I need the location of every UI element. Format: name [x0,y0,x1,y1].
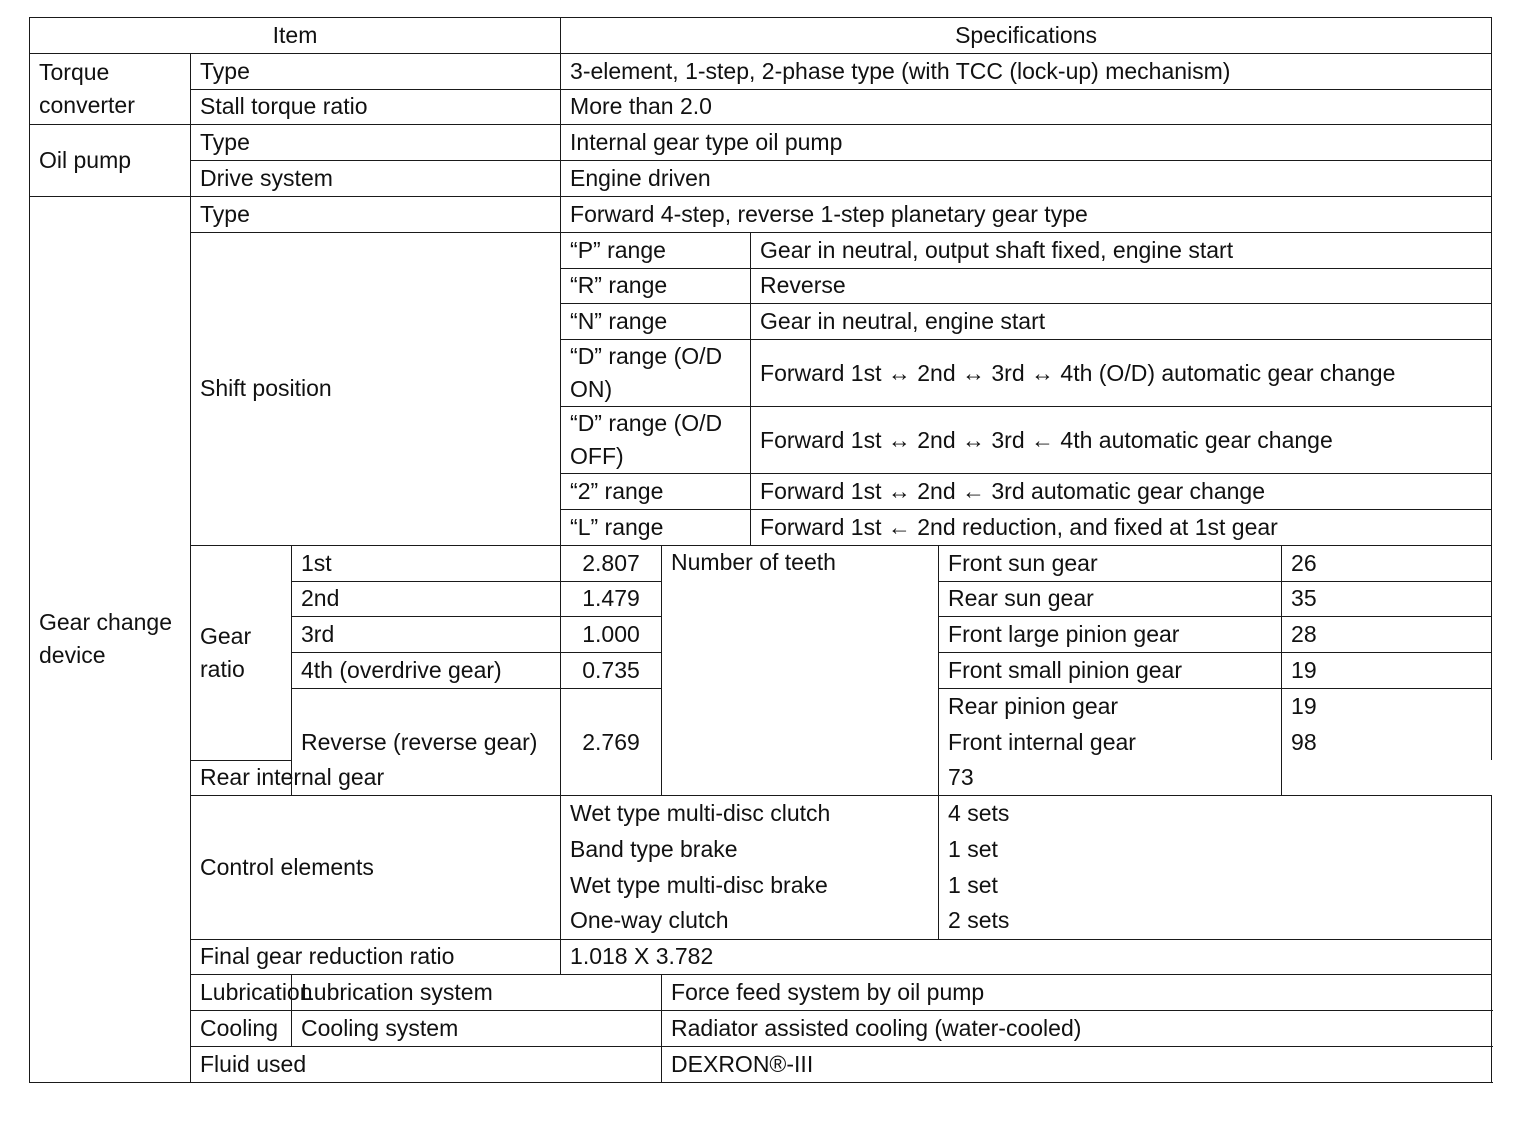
cooling-label: Cooling [191,1011,292,1047]
row-value: Forward 4-step, reverse 1-step planetary gear type [561,196,1492,232]
table-row [30,796,1492,832]
oil-pump-label: Oil pump [30,125,191,197]
shift-range: “L” range [561,509,751,545]
shift-description: Forward 1st ← 2nd reduction, and fixed at 1st gear [751,509,1492,545]
row-label: Final gear reduction ratio [191,939,561,975]
teeth-count: 98 [1282,724,1492,760]
teeth-count: 28 [1282,617,1492,653]
row-value: Force feed system by oil pump [662,975,1492,1011]
control-element-qty: 4 sets [939,796,1492,832]
gear-name: Reverse (reverse gear) [292,688,561,795]
gear-name: 1st [292,545,561,581]
row-label: Type [191,125,561,161]
teeth-count: 73 [939,760,1282,796]
specifications-header: Specifications [561,18,1492,54]
specifications-table [29,17,1492,1083]
table-row [30,939,1492,975]
control-elements-label: Control elements [191,796,561,939]
teeth-gear-name: Front sun gear [939,545,1282,581]
control-element-name: Wet type multi-disc clutch [561,796,939,832]
gear-name: 3rd [292,617,561,653]
row-label: Stall torque ratio [191,89,561,125]
gear-ratio-value: 1.000 [561,617,662,653]
teeth-gear-name: Front large pinion gear [939,617,1282,653]
teeth-gear-name: Rear pinion gear [939,688,1282,724]
torque-converter-label: Torque converter [30,53,191,125]
fluid-used-label: Fluid used [191,1046,662,1082]
gear-name: 4th (overdrive gear) [292,653,561,689]
row-value: Engine driven [561,161,1492,197]
lubrication-label: Lubrication [191,975,292,1011]
table-row [30,1011,1492,1047]
gear-ratio-value: 0.735 [561,653,662,689]
teeth-count: 19 [1282,688,1492,724]
table-row [30,975,1492,1011]
shift-range: “R” range [561,268,751,304]
control-element-name: Wet type multi-disc brake [561,867,939,903]
gear-ratio-label: Gear ratio [191,545,292,760]
number-of-teeth-label: Number of teeth [662,545,939,796]
gear-change-device-label: Gear change device [30,196,191,1082]
teeth-gear-name: Front internal gear [939,724,1282,760]
control-element-qty: 1 set [939,832,1492,868]
control-element-qty: 1 set [939,867,1492,903]
shift-range: “D” range (O/D ON) [561,340,751,407]
table-row [30,125,1492,161]
header-row [30,18,1492,54]
teeth-count: 26 [1282,545,1492,581]
row-label: Cooling system [292,1011,662,1047]
table-row [30,196,1492,232]
teeth-gear-name: Front small pinion gear [939,653,1282,689]
row-value: 1.018 X 3.782 [561,939,1492,975]
row-value: More than 2.0 [561,89,1492,125]
teeth-gear-name: Rear sun gear [939,581,1282,617]
shift-description: Gear in neutral, output shaft fixed, engine start [751,232,1492,268]
gear-ratio-value: 2.769 [561,688,662,795]
shift-description: Forward 1st ↔ 2nd ↔ 3rd ← 4th automatic gear change [751,407,1492,474]
row-value: Radiator assisted cooling (water-cooled) [662,1011,1492,1047]
shift-range: “D” range (O/D OFF) [561,407,751,474]
table-row [30,1046,1492,1082]
row-label: Type [191,196,561,232]
teeth-gear-name: Rear internal gear [191,760,292,796]
shift-position-label: Shift position [191,232,561,545]
teeth-count: 19 [1282,653,1492,689]
shift-range: “N” range [561,304,751,340]
table-row [30,161,1492,197]
table-row [30,232,1492,268]
row-value: Internal gear type oil pump [561,125,1492,161]
control-element-name: Band type brake [561,832,939,868]
gear-name: 2nd [292,581,561,617]
row-value: 3-element, 1-step, 2-phase type (with TCC (lock-up) mechanism) [561,53,1492,89]
row-label: Type [191,53,561,89]
shift-description: Gear in neutral, engine start [751,304,1492,340]
shift-range: “P” range [561,232,751,268]
control-element-qty: 2 sets [939,903,1492,939]
shift-description: Reverse [751,268,1492,304]
shift-range: “2” range [561,474,751,510]
row-label: Lubrication system [292,975,662,1011]
table-row [30,53,1492,89]
row-label: Drive system [191,161,561,197]
shift-description: Forward 1st ↔ 2nd ← 3rd automatic gear change [751,474,1492,510]
row-value: DEXRON®-III [662,1046,1492,1082]
control-element-name: One-way clutch [561,903,939,939]
shift-description: Forward 1st ↔ 2nd ↔ 3rd ↔ 4th (O/D) automatic gear change [751,340,1492,407]
teeth-count: 35 [1282,581,1492,617]
table-row [30,89,1492,125]
table-row [30,545,1492,581]
gear-ratio-value: 1.479 [561,581,662,617]
item-header: Item [30,18,561,54]
gear-ratio-value: 2.807 [561,545,662,581]
